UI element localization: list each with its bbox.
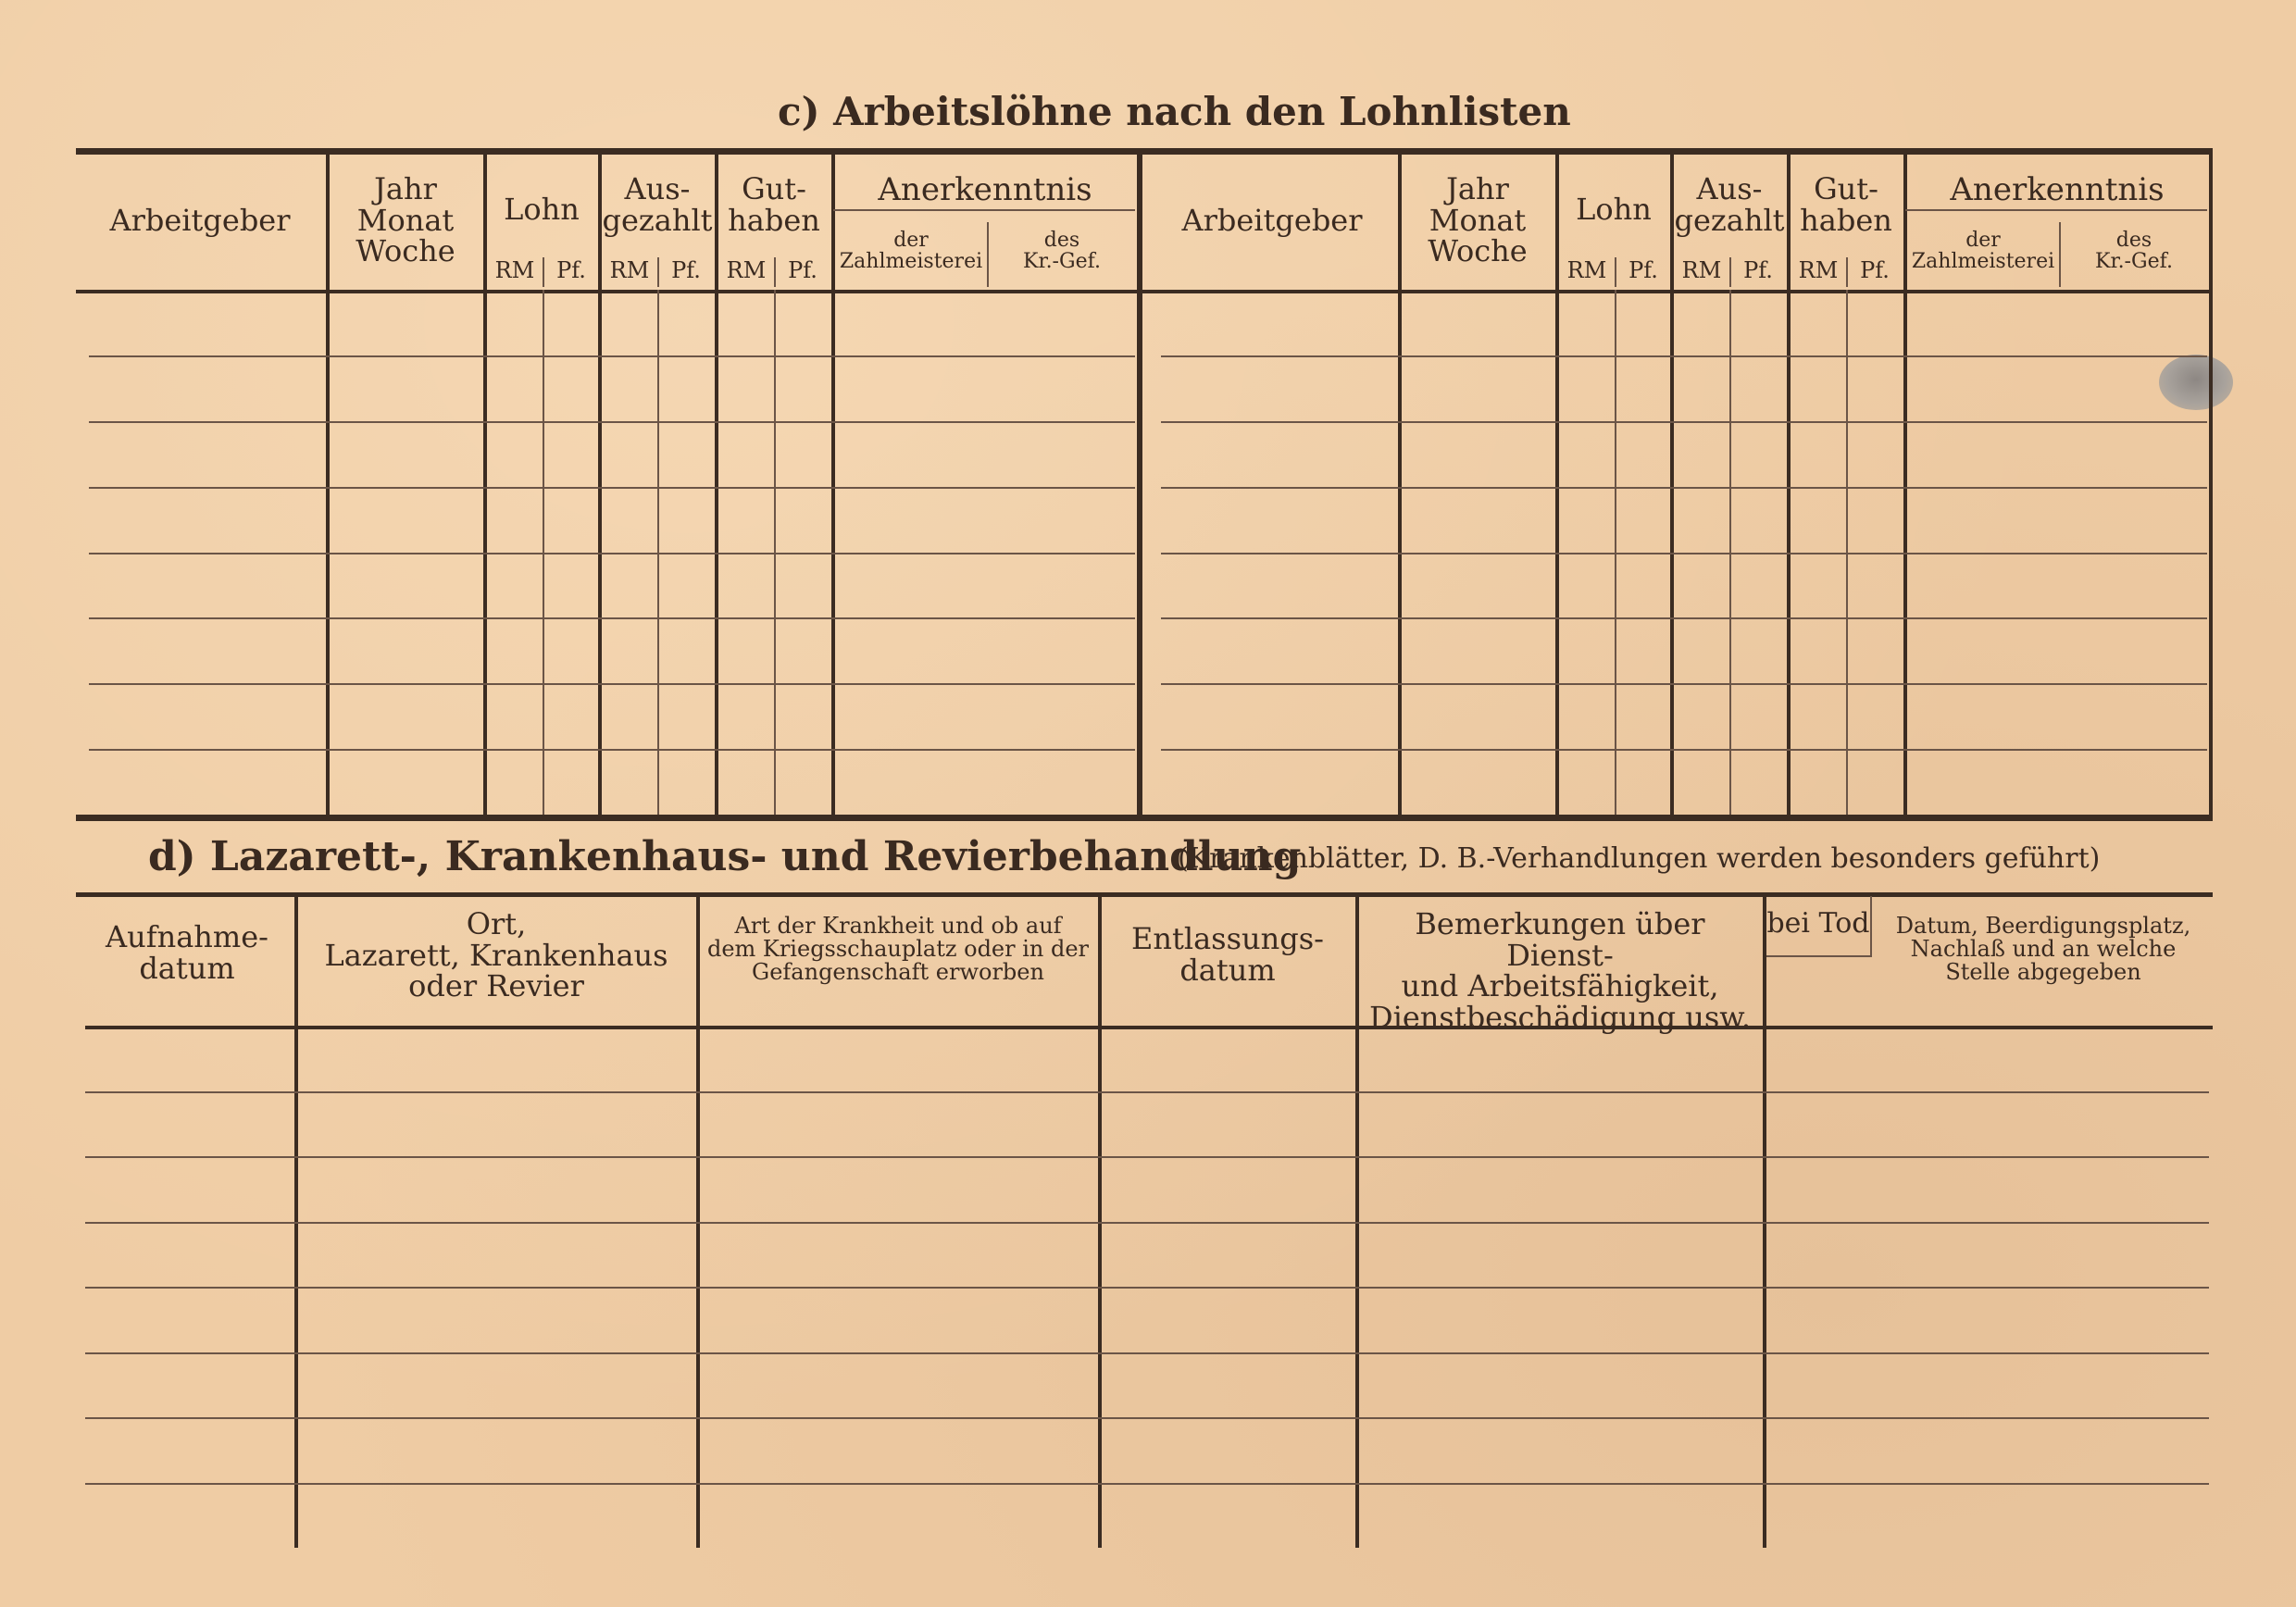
art-der-krankheit-header-line: dem Kriegsschauplatz oder in der	[706, 936, 1090, 963]
ort-header-line: Lazarett, Krankenhaus	[324, 937, 668, 973]
section-c-anerk-rule-left	[833, 209, 1135, 211]
section-c-row-line-left	[89, 553, 1135, 554]
aufnahme-datum-header-line: Aufnahme-	[106, 919, 268, 954]
jahr-monat-woche-header-left-line: Monat	[356, 202, 455, 238]
section-c-row-line-left	[89, 617, 1135, 619]
anerkenntnis-header-right: Anerkenntnis	[1950, 171, 2165, 208]
bei-tod-box-bottom	[1766, 955, 1872, 957]
section-c-col-divider-left	[598, 154, 602, 815]
der-zahlmeisterei-header-right-line: der	[1965, 229, 2001, 252]
section-c-top-rule	[76, 148, 2213, 155]
des-krgef-header-right-line: des	[2115, 229, 2152, 252]
bei-tod-box-right	[1870, 896, 1872, 957]
guthaben-header-left-line: Gut-	[742, 171, 806, 206]
ausgezahlt-header-right	[1674, 171, 1785, 238]
section-d-title: d) Lazarett-, Krankenhaus- und Revierbehandlung	[148, 833, 1302, 880]
entlassungs-datum-header-line: Entlassungs-	[1131, 921, 1324, 956]
section-c-row-line-left	[89, 487, 1135, 489]
des-krgef-header-left-line: Kr.-Gef.	[1023, 250, 1101, 274]
ort-header	[298, 906, 694, 1004]
der-zahlmeisterei-header-left-line: der	[893, 229, 929, 252]
rm-label-left: RM	[494, 257, 535, 283]
lohn-header-right: Lohn	[1576, 192, 1652, 227]
anerkenntnis-header-left: Anerkenntnis	[878, 171, 1092, 208]
lohn-header-left: Lohn	[504, 192, 580, 227]
section-c-row-line-left	[89, 749, 1135, 751]
pf-label-left: Pf.	[671, 257, 701, 283]
section-c-row-line-right	[1161, 749, 2207, 751]
datum-beerdigung-header-line: Stelle abgegeben	[1945, 959, 2141, 986]
section-c-anerk-rule-right	[1905, 209, 2207, 211]
datum-beerdigung-header-line: Datum, Beerdigungsplatz,	[1895, 913, 2191, 939]
section-c-title: c) Arbeitslöhne nach den Lohnlisten	[778, 89, 1571, 134]
section-c-row-line-left	[89, 421, 1135, 423]
ausgezahlt-header-left-line: gezahlt	[602, 202, 713, 238]
entlassungs-datum-header	[1102, 921, 1354, 988]
section-c-row-line-right	[1161, 487, 2207, 489]
section-c-row-line-right	[1161, 683, 2207, 685]
rm-label-right: RM	[1681, 257, 1722, 283]
datum-beerdigung-header-line: Nachlaß und an welche	[1910, 936, 2177, 963]
jahr-monat-woche-header-right	[1402, 171, 1554, 269]
pf-label-left: Pf.	[556, 257, 586, 283]
section-d-row-line	[85, 1352, 2209, 1354]
section-c-row-line-right	[1161, 355, 2207, 357]
arbeitgeber-header-left: Arbeitgeber	[109, 203, 291, 238]
jahr-monat-woche-header-right-line: Jahr	[1446, 171, 1509, 206]
section-d-row-line	[85, 1287, 2209, 1289]
guthaben-header-left-line: haben	[728, 202, 820, 238]
des-krgef-header-left	[989, 230, 1135, 272]
bemerkungen-header-line: Dienstbeschädigung usw.	[1368, 999, 1752, 1035]
rm-label-left: RM	[726, 257, 767, 283]
section-d-header-rule	[85, 1026, 2213, 1029]
ausgezahlt-header-left-line: Aus-	[624, 171, 691, 206]
bemerkungen-header	[1359, 906, 1761, 1035]
section-c-col-divider-right	[1555, 154, 1559, 815]
section-c-bottom-rule	[76, 815, 2213, 821]
section-c-center-divider	[1137, 154, 1142, 815]
pf-label-right: Pf.	[1860, 257, 1890, 283]
jahr-monat-woche-header-left-line: Woche	[356, 233, 455, 269]
section-c-row-line-left	[89, 683, 1135, 685]
ausgezahlt-header-left	[602, 171, 713, 238]
arbeitgeber-header-right: Arbeitgeber	[1181, 203, 1363, 238]
section-c-col-divider-right	[1787, 154, 1791, 815]
entlassungs-datum-header-line: datum	[1179, 952, 1276, 988]
section-c-col-divider-left	[483, 154, 487, 815]
der-zahlmeisterei-header-left-line: Zahlmeisterei	[839, 250, 983, 274]
rm-label-right: RM	[1798, 257, 1839, 283]
guthaben-header-left	[718, 171, 830, 238]
section-d-row-line	[85, 1091, 2209, 1093]
section-d-row-line	[85, 1483, 2209, 1485]
jahr-monat-woche-header-left-line: Jahr	[374, 171, 437, 206]
ort-header-line: oder Revier	[408, 968, 584, 1004]
section-d-row-line	[85, 1417, 2209, 1419]
jahr-monat-woche-header-right-line: Woche	[1428, 233, 1528, 269]
pf-label-right: Pf.	[1628, 257, 1658, 283]
pf-label-right: Pf.	[1743, 257, 1773, 283]
section-c-row-line-left	[89, 355, 1135, 357]
der-zahlmeisterei-header-right-line: Zahlmeisterei	[1911, 250, 2055, 274]
art-der-krankheit-header-line: Art der Krankheit und ob auf	[734, 913, 1062, 939]
aufnahme-datum-header	[85, 919, 289, 986]
bemerkungen-header-line: und Arbeitsfähigkeit,	[1401, 968, 1719, 1004]
bemerkungen-header-line: Bemerkungen über Dienst-	[1415, 906, 1705, 973]
rm-label-right: RM	[1566, 257, 1607, 283]
pf-label-left: Pf.	[788, 257, 817, 283]
datum-beerdigung-header	[1879, 915, 2207, 985]
guthaben-header-right-line: haben	[1800, 202, 1892, 238]
aufnahme-datum-header-line: datum	[139, 950, 235, 986]
section-d-subtitle: (Krankenblätter, D. B.-Verhandlungen werden besonders geführt)	[1178, 842, 2101, 875]
section-c-col-divider-right	[2209, 154, 2213, 815]
art-der-krankheit-header-line: Gefangenschaft erworben	[752, 959, 1044, 986]
section-c-header-rule	[76, 290, 2213, 293]
art-der-krankheit-header	[700, 915, 1096, 985]
jahr-monat-woche-header-right-line: Monat	[1429, 202, 1527, 238]
section-c-col-divider-left	[715, 154, 718, 815]
section-c-row-line-right	[1161, 617, 2207, 619]
des-krgef-header-left-line: des	[1043, 229, 1080, 252]
section-c-row-line-right	[1161, 553, 2207, 554]
section-d-row-line	[85, 1156, 2209, 1158]
jahr-monat-woche-header-left	[330, 171, 481, 269]
rm-label-left: RM	[609, 257, 650, 283]
des-krgef-header-right-line: Kr.-Gef.	[2095, 250, 2173, 274]
ausgezahlt-header-right-line: Aus-	[1696, 171, 1763, 206]
section-d-row-line	[85, 1222, 2209, 1224]
bei-tod-header: bei Tod	[1766, 907, 1870, 940]
section-c-row-line-right	[1161, 421, 2207, 423]
punch-hole	[2159, 355, 2233, 410]
des-krgef-header-right	[2061, 230, 2207, 272]
guthaben-header-right-line: Gut-	[1814, 171, 1878, 206]
ort-header-line: Ort,	[466, 906, 527, 941]
section-d-top-rule	[76, 892, 2213, 897]
der-zahlmeisterei-header-left	[835, 230, 987, 272]
ausgezahlt-header-right-line: gezahlt	[1674, 202, 1785, 238]
guthaben-header-right	[1791, 171, 1902, 238]
section-c-col-divider-right	[1670, 154, 1674, 815]
der-zahlmeisterei-header-right	[1907, 230, 2059, 272]
